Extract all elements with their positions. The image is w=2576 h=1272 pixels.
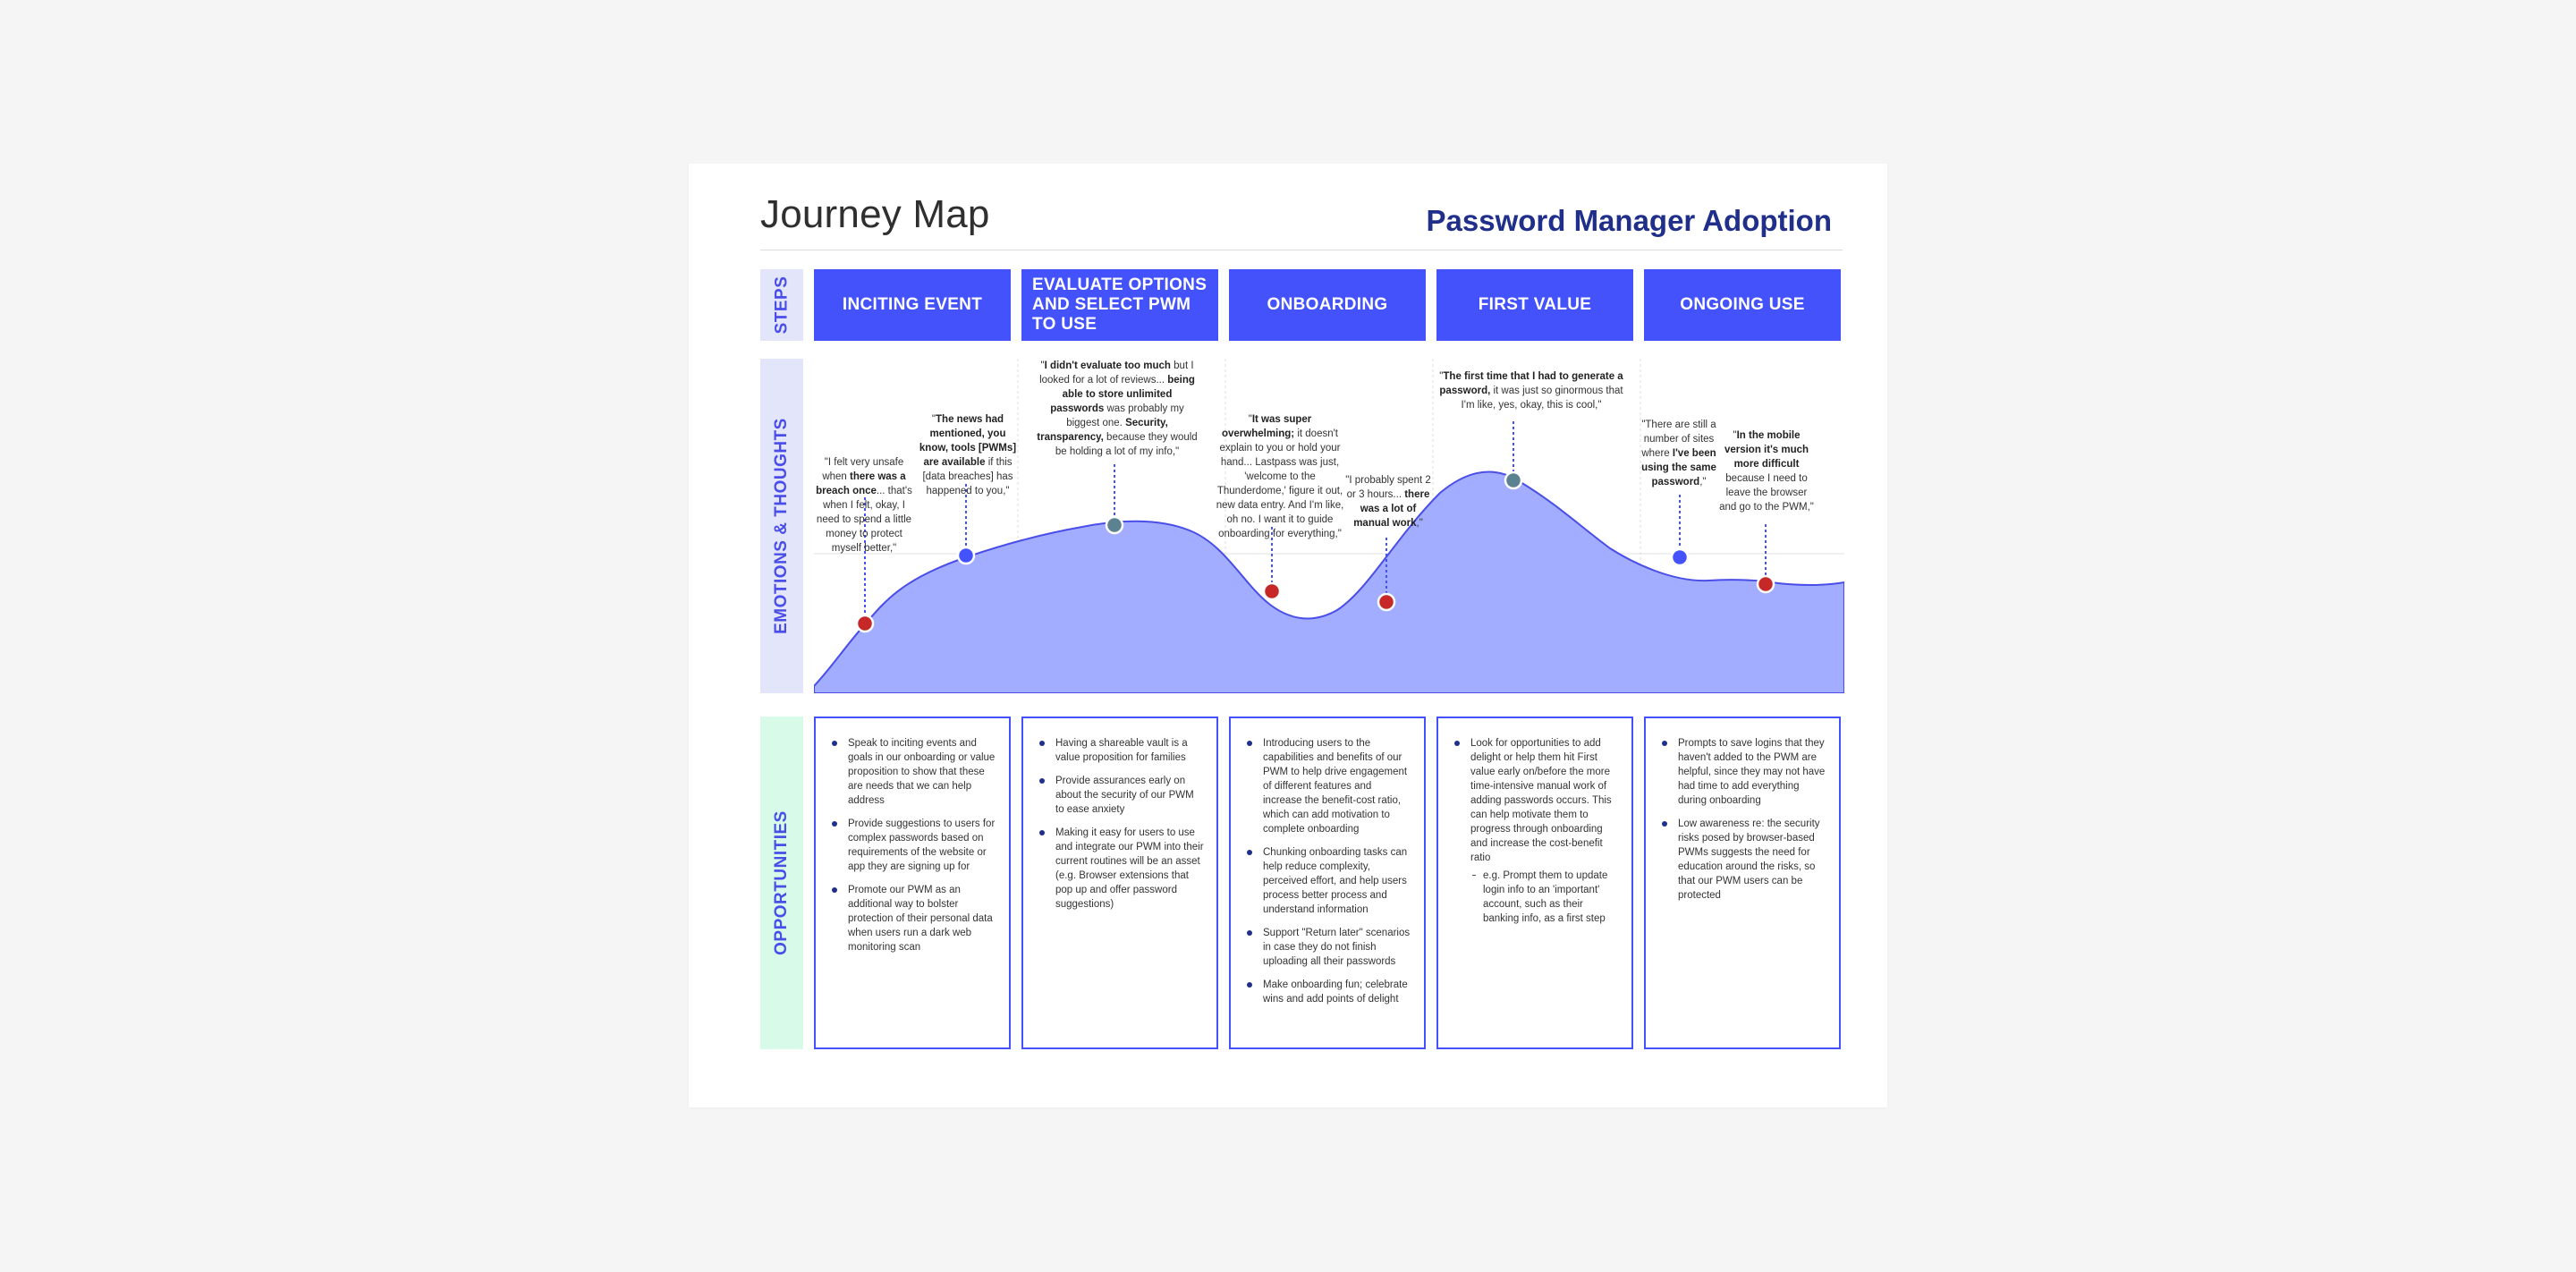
journey-map-card (689, 164, 1887, 1107)
opportunity-item: Making it easy for users to use and integrate our PWM into their current routines will be an asset (e.g. Browser extensions that pop up and offer password suggestions) (1038, 826, 1204, 912)
quote-8: "In the mobile version it's much more difficult because I need to leave the browser and go to the PWM," (1719, 430, 1814, 513)
emotion-point-positive (958, 547, 974, 564)
emotion-point-negative (1758, 576, 1774, 592)
quote-4: "It was super overwhelming; it doesn't explain to you or hold your hand... Lastpass was just, 'welcome to the Thunderdome,' figure it out, new data entry. And I'm like, oh no. I want it to guide onboarding for everything," (1216, 414, 1344, 539)
opportunities-first-value (1436, 717, 1633, 1049)
step-ongoing-use: ONGOING USE (1644, 269, 1841, 341)
quote-5: "I probably spent 2 or 3 hours... there was a lot of manual work," (1345, 475, 1431, 529)
quote-emphasis: The news had mentioned, you know, tools [PWMs] are available (919, 414, 1017, 468)
opportunity-item: Provide suggestions to users for complex passwords based on requirements of the website or app they are signing up for (830, 817, 996, 874)
emotions-chart (814, 359, 1844, 693)
row-label-emotions (760, 359, 803, 693)
opportunity-item: Support "Return later" scenarios in case they do not finish uploading all their passwords (1245, 926, 1411, 969)
opportunities-inciting-event (814, 717, 1011, 1049)
quote-1: "I felt very unsafe when there was a breach once... that's when I felt, okay, I need to spend a little money to protect myself better," (816, 457, 912, 554)
quote-emphasis: The first time that I had to generate a password, (1439, 371, 1623, 396)
opportunity-item: Speak to inciting events and goals in our onboarding or value proposition to show that these are needs that we can help address (830, 736, 996, 808)
quote-emphasis: there was a breach once (816, 471, 906, 496)
opportunities-evaluate-options (1021, 717, 1218, 1049)
row-label-steps (760, 269, 803, 341)
opportunity-item: Provide assurances early on about the security of our PWM to ease anxiety (1038, 774, 1204, 817)
opportunity-item: Make onboarding fun; celebrate wins and add points of delight (1245, 978, 1411, 1006)
quote-text: I felt very unsafe when (822, 457, 904, 482)
row-label-steps-text: STEPS (772, 276, 791, 335)
emotion-point-neutral (1106, 517, 1123, 533)
opportunities-ongoing-use (1644, 717, 1841, 1049)
quote-text: if this [data breaches] has happened to you," (922, 457, 1013, 496)
quote-text: it was just so ginormous that I'm like, yes, okay, this is cool," (1461, 386, 1623, 411)
row-label-opportunities-text: OPPORTUNITIES (772, 810, 791, 955)
quote-text: it doesn't explain to you or hold your hand... Lastpass was just, 'welcome to the Thunderdome,' figure it out, new data entry. And I'm like, oh no. I want it to guide onboarding for everything," (1216, 428, 1344, 539)
quote-3: "I didn't evaluate too much but I looked for a lot of reviews... being able to store unlimited passwords was probably my biggest one. Security, transparency, because they would be holding a lot of my info," (1037, 360, 1198, 457)
page-title: Journey Map (760, 192, 990, 236)
quote-text: I probably spent 2 or 3 hours... (1346, 475, 1431, 500)
quote-text: ," (1699, 477, 1707, 488)
opportunity-item: Chunking onboarding tasks can help reduce complexity, perceived effort, and help users process better process and understand information (1245, 845, 1411, 917)
quote-emphasis: It was super overwhelming; (1221, 414, 1312, 439)
opportunity-item: Low awareness re: the security risks posed by browser-based PWMs suggests the need for education around the risks, so that our PWM users can be protected (1660, 817, 1826, 903)
page-subtitle: Password Manager Adoption (1426, 204, 1832, 237)
quote-7: "There are still a number of sites where I've been using the same password," (1641, 420, 1716, 488)
step-evaluate-options: EVALUATE OPTIONS AND SELECT PWM TO USE (1021, 269, 1218, 341)
row-label-emotions-text: EMOTIONS & THOUGHTS (772, 418, 792, 634)
step-first-value: FIRST VALUE (1436, 269, 1633, 341)
opportunities-onboarding (1229, 717, 1426, 1049)
opportunity-item: Having a shareable vault is a value proposition for families (1038, 736, 1204, 765)
quote-emphasis: I didn't evaluate too much (1044, 360, 1171, 371)
quote-text: because I need to leave the browser and go to the PWM," (1719, 473, 1814, 513)
emotion-point-neutral (1505, 472, 1521, 488)
emotion-point-negative (1264, 583, 1280, 599)
opportunity-item: Prompts to save logins that they haven't added to the PWM are helpful, since they may not have had time to add everything during onboarding (1660, 736, 1826, 808)
quote-text: ... that's when I felt, okay, I need to spend a little money to protect myself better," (816, 486, 912, 554)
quote-text: There are still a number of sites where (1641, 420, 1716, 459)
quote-emphasis: I've been using the same password (1641, 448, 1716, 488)
quote-text: was probably my biggest one. (1066, 403, 1184, 428)
quote-emphasis: being able to store unlimited passwords (1050, 375, 1195, 414)
row-label-opportunities (760, 717, 803, 1049)
step-onboarding: ONBOARDING (1229, 269, 1426, 341)
quote-emphasis: there was a lot of manual work (1353, 489, 1430, 529)
opportunity-item: Promote our PWM as an additional way to bolster protection of their personal data when users run a dark web monitoring scan (830, 883, 996, 954)
opportunity-item: Look for opportunities to add delight or help them hit First value early on/before the more time-intensive manual work of adding passwords occurs. This can help motivate them to progress through onboarding and increase the cost-benefit ratio (1453, 736, 1619, 865)
quote-text: because they would be holding a lot of my info," (1055, 432, 1198, 457)
quote-text: but I looked for a lot of reviews... (1039, 360, 1194, 386)
quote-emphasis: Security, transparency, (1037, 418, 1168, 443)
quote-6: "The first time that I had to generate a password, it was just so ginormous that I'm like, yes, okay, this is cool," (1439, 371, 1623, 411)
step-inciting-event: INCITING EVENT (814, 269, 1011, 341)
emotion-point-negative (857, 615, 873, 632)
opportunity-item: Introducing users to the capabilities and benefits of our PWM to help drive engagement of different features and increase the benefit-cost ratio, which can add motivation to complete onboarding (1245, 736, 1411, 836)
quote-emphasis: In the mobile version it's much more difficult (1724, 430, 1809, 470)
opportunity-sub-item: e.g. Prompt them to update login info to an 'important' account, such as their banking info, as a first step (1453, 869, 1619, 926)
quote-text: ," (1416, 518, 1423, 529)
quote-2: "The news had mentioned, you know, tools [PWMs] are available if this [data breaches] has happened to you," (919, 414, 1017, 496)
emotion-point-positive (1672, 549, 1688, 565)
emotion-point-negative (1378, 594, 1394, 610)
